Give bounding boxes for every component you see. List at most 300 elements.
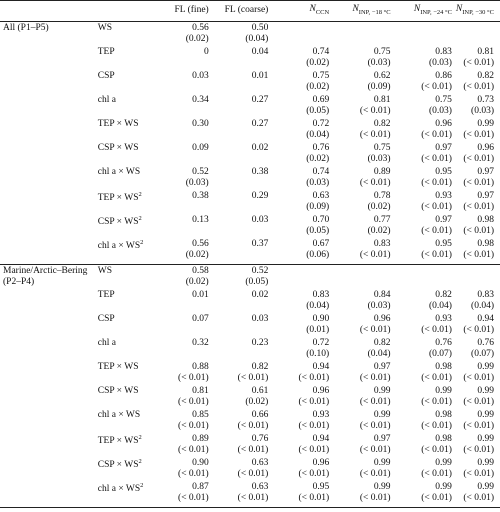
- table-row: [0, 387, 500, 411]
- cell-fl-fine: [154, 22, 213, 49]
- p-value: (0.07): [471, 349, 494, 359]
- correlation-value: 0.82: [251, 362, 269, 372]
- cell-fl-fine: [154, 291, 213, 315]
- correlation-value: 0.89: [192, 434, 209, 444]
- cell-fl-coarse: [214, 411, 274, 435]
- variable-name: TEP × WS: [97, 362, 139, 372]
- p-value: [154, 227, 208, 238]
- cell-n18: [333, 192, 394, 216]
- variable-name: TEP × WS: [97, 436, 139, 447]
- variable-cell: [98, 411, 155, 435]
- correlation-value: 0.82: [435, 290, 452, 300]
- p-value: (0.05): [306, 106, 330, 116]
- p-value: (0.02): [306, 58, 330, 68]
- cell-n24: [395, 483, 456, 508]
- correlation-value: 0.02: [251, 143, 269, 153]
- cell-fl-coarse: [214, 72, 274, 96]
- p-value: (0.03): [367, 301, 391, 311]
- variable-cell: [98, 483, 155, 508]
- cell-n30: [456, 315, 500, 339]
- p-value: (< 0.01): [298, 469, 330, 479]
- cell-fl-coarse: [214, 315, 274, 339]
- table-row: [0, 291, 500, 315]
- cell-n30: [456, 168, 500, 192]
- group-label-cell: [0, 72, 98, 96]
- cell-n24: [395, 72, 456, 96]
- variable-cell: [98, 96, 155, 120]
- header-nccn: [273, 1, 333, 22]
- p-value: (0.02): [185, 34, 209, 44]
- p-value: (0.09): [306, 202, 330, 212]
- table-row: [0, 72, 500, 96]
- variable-exponent: 2: [138, 458, 142, 465]
- correlation-value: 0.97: [477, 191, 494, 201]
- cell-n18: [333, 459, 394, 483]
- p-value: (< 0.01): [237, 445, 269, 455]
- cell-nccn: [273, 387, 333, 411]
- variable-cell: [98, 192, 155, 216]
- correlation-value: 0.32: [192, 338, 209, 348]
- variable-cell: [98, 72, 155, 96]
- variable-exponent: 2: [138, 434, 142, 441]
- p-value: [214, 83, 269, 94]
- correlation-value: 0.99: [373, 482, 391, 492]
- p-value: (< 0.01): [359, 421, 391, 431]
- variable-name: CSP × WS: [97, 217, 139, 228]
- p-value: [214, 155, 269, 166]
- correlation-value: 0.63: [251, 482, 269, 492]
- correlation-value: 0.74: [312, 47, 330, 57]
- correlation-value: 0.99: [477, 119, 494, 129]
- p-value: (0.03): [428, 106, 452, 116]
- variable-cell: [98, 265, 155, 292]
- cell-n24: [395, 192, 456, 216]
- p-value: (< 0.01): [359, 250, 391, 260]
- cell-fl-fine: [154, 387, 213, 411]
- cell-n18: [333, 411, 394, 435]
- correlation-value: 0: [203, 47, 209, 57]
- table-row: [0, 144, 500, 168]
- cell-n24: [395, 459, 456, 483]
- table-row: [0, 22, 500, 49]
- header-ninp-30: [456, 1, 500, 22]
- correlation-value: 0.75: [312, 71, 330, 81]
- header-group: [0, 1, 98, 22]
- p-value: (< 0.01): [298, 397, 330, 407]
- correlation-value: 0.04: [251, 47, 269, 57]
- cell-fl-coarse: [214, 240, 274, 265]
- cell-n30: [456, 435, 500, 459]
- group-label-cell: [0, 216, 98, 240]
- correlation-value: 0.82: [477, 71, 494, 81]
- correlation-value: 0.81: [192, 386, 209, 396]
- header-n24-sub: INP, −24 °C: [420, 9, 452, 17]
- cell-n24: [395, 265, 456, 292]
- p-value: (< 0.01): [421, 178, 452, 188]
- cell-n18: [333, 315, 394, 339]
- group-label-cell: [0, 120, 98, 144]
- correlation-value: [395, 24, 452, 35]
- p-value: (< 0.01): [178, 421, 209, 431]
- p-value: (< 0.01): [463, 226, 494, 236]
- p-value: (0.02): [185, 277, 209, 287]
- p-value: (< 0.01): [463, 202, 494, 212]
- correlation-value: 0.29: [251, 191, 269, 201]
- p-value: (< 0.01): [298, 493, 330, 503]
- correlation-value: 0.99: [477, 386, 494, 396]
- cell-fl-fine: [154, 144, 213, 168]
- cell-n24: [395, 120, 456, 144]
- cell-nccn: [273, 265, 333, 292]
- correlation-value: 0.98: [477, 239, 494, 249]
- correlation-value: 0.82: [373, 119, 391, 129]
- cell-nccn: [273, 96, 333, 120]
- group-label-cell: [0, 459, 98, 483]
- cell-n18: [333, 339, 394, 363]
- p-value: (0.07): [428, 349, 452, 359]
- cell-n18: [333, 291, 394, 315]
- p-value: (< 0.01): [237, 373, 269, 383]
- cell-nccn: [273, 459, 333, 483]
- cell-n30: [456, 483, 500, 508]
- correlation-value: 0.83: [373, 239, 391, 249]
- table-row: [0, 315, 500, 339]
- p-value: [214, 107, 269, 118]
- group-label-cell: [0, 387, 98, 411]
- cell-fl-fine: [154, 240, 213, 265]
- p-value: [154, 302, 208, 313]
- variable-name: TEP: [97, 290, 115, 300]
- correlation-value: 0.88: [192, 362, 209, 372]
- correlation-value: 0.13: [192, 215, 209, 225]
- p-value: [154, 107, 208, 118]
- p-value: (< 0.01): [359, 397, 391, 407]
- correlation-value: 0.34: [192, 95, 209, 105]
- variable-name: chl a: [97, 95, 116, 105]
- cell-n24: [395, 144, 456, 168]
- cell-fl-coarse: [214, 96, 274, 120]
- cell-fl-coarse: [214, 216, 274, 240]
- variable-name: CSP: [97, 71, 115, 81]
- cell-n18: [333, 72, 394, 96]
- p-value: (0.05): [306, 226, 330, 236]
- correlation-value: 0.52: [192, 167, 209, 177]
- p-value: [154, 203, 208, 214]
- table-row: [0, 120, 500, 144]
- header-n18-base: N: [352, 4, 359, 15]
- correlation-value: 0.72: [312, 119, 330, 129]
- p-value: [214, 59, 269, 70]
- cell-n24: [395, 339, 456, 363]
- cell-n18: [333, 483, 394, 508]
- variable-name: CSP: [97, 314, 115, 324]
- cell-n30: [456, 339, 500, 363]
- variable-cell: [98, 216, 155, 240]
- p-value: (0.02): [367, 226, 391, 236]
- p-value: (0.06): [306, 250, 330, 260]
- correlation-value: 0.96: [312, 386, 330, 396]
- cell-fl-coarse: [214, 192, 274, 216]
- correlation-value: 0.99: [477, 362, 494, 372]
- p-value: (0.10): [306, 349, 330, 359]
- table-row: [0, 168, 500, 192]
- p-value: [154, 350, 208, 361]
- group-label-cell: [0, 96, 98, 120]
- cell-n18: [333, 363, 394, 387]
- cell-n30: [456, 22, 500, 49]
- variable-cell: [98, 387, 155, 411]
- correlation-value: [333, 24, 390, 35]
- table-row: [0, 459, 500, 483]
- correlation-value: 0.77: [373, 215, 391, 225]
- correlation-value: 0.95: [312, 482, 330, 492]
- header-nccn-base: N: [309, 4, 316, 15]
- correlation-value: 0.94: [477, 314, 494, 324]
- correlation-value: 0.83: [312, 290, 330, 300]
- variable-exponent: 2: [138, 191, 142, 198]
- p-value: [333, 35, 390, 46]
- p-value: (0.03): [185, 178, 209, 188]
- correlation-value: [273, 24, 329, 35]
- cell-n24: [395, 96, 456, 120]
- group-label-cell: [0, 339, 98, 363]
- p-value: (< 0.01): [421, 250, 452, 260]
- p-value: (< 0.01): [359, 445, 391, 455]
- group-label-cell: [0, 22, 98, 49]
- correlation-value: 0.52: [251, 266, 269, 276]
- variable-name: CSP × WS: [97, 143, 139, 153]
- p-value: (< 0.01): [463, 178, 494, 188]
- p-value: [214, 179, 269, 190]
- p-value: (0.09): [367, 82, 391, 92]
- cell-n18: [333, 120, 394, 144]
- cell-n24: [395, 435, 456, 459]
- cell-fl-fine: [154, 120, 213, 144]
- correlation-value: 0.66: [251, 410, 269, 420]
- correlation-value: 0.81: [373, 95, 391, 105]
- variable-cell: [98, 240, 155, 265]
- cell-fl-fine: [154, 265, 213, 292]
- variable-name: chl a: [97, 338, 116, 348]
- p-value: [154, 83, 208, 94]
- correlation-value: 0.87: [192, 482, 209, 492]
- cell-n24: [395, 291, 456, 315]
- cell-fl-fine: [154, 459, 213, 483]
- correlation-value: 0.99: [477, 482, 494, 492]
- variable-name: chl a × WS: [97, 241, 141, 252]
- correlation-value: 0.99: [435, 458, 452, 468]
- variable-cell: [98, 22, 155, 49]
- header-ninp-18: [333, 1, 394, 22]
- variable-exponent: 2: [140, 482, 144, 489]
- p-value: [273, 278, 329, 289]
- variable-name: WS: [97, 266, 112, 276]
- cell-fl-coarse: [214, 120, 274, 144]
- p-value: (< 0.01): [463, 421, 494, 431]
- cell-nccn: [273, 315, 333, 339]
- p-value: [214, 251, 269, 262]
- cell-nccn: [273, 168, 333, 192]
- group-label-cell: [0, 168, 98, 192]
- variable-cell: [98, 144, 155, 168]
- correlation-value: 0.61: [251, 386, 269, 396]
- cell-n30: [456, 265, 500, 292]
- table-row: [0, 339, 500, 363]
- p-value: (0.02): [306, 82, 330, 92]
- correlation-value: 0.63: [251, 458, 269, 468]
- variable-cell: [98, 168, 155, 192]
- cell-fl-coarse: [214, 459, 274, 483]
- correlation-value: [456, 24, 494, 35]
- cell-n18: [333, 96, 394, 120]
- cell-n18: [333, 240, 394, 265]
- group-label-cell: [0, 291, 98, 315]
- p-value: [214, 131, 269, 142]
- p-value: (< 0.01): [421, 154, 452, 164]
- p-value: (< 0.01): [463, 130, 494, 140]
- correlation-value: 0.76: [477, 338, 494, 348]
- variable-cell: [98, 120, 155, 144]
- correlation-value: 0.67: [312, 239, 330, 249]
- correlation-value: 0.58: [192, 266, 209, 276]
- correlation-value: 0.96: [435, 119, 452, 129]
- correlation-value: 0.96: [312, 458, 330, 468]
- variable-cell: [98, 48, 155, 72]
- p-value: (< 0.01): [421, 82, 452, 92]
- correlation-value: 0.86: [435, 71, 452, 81]
- cell-fl-coarse: [214, 22, 274, 49]
- correlation-value: 0.90: [312, 314, 330, 324]
- correlation-value: 0.82: [373, 338, 391, 348]
- cell-nccn: [273, 411, 333, 435]
- cell-n18: [333, 265, 394, 292]
- correlation-value: 0.76: [251, 434, 269, 444]
- correlation-value: 0.97: [435, 215, 452, 225]
- variable-cell: [98, 435, 155, 459]
- cell-n18: [333, 48, 394, 72]
- correlation-value: 0.94: [312, 434, 330, 444]
- table-row: [0, 48, 500, 72]
- correlation-value: 0.95: [435, 167, 452, 177]
- cell-nccn: [273, 144, 333, 168]
- correlation-value: 0.69: [312, 95, 330, 105]
- correlation-value: 0.99: [373, 386, 391, 396]
- p-value: (< 0.01): [237, 421, 269, 431]
- p-value: [456, 278, 494, 289]
- p-value: (< 0.01): [421, 493, 452, 503]
- correlation-value: 0.98: [435, 362, 452, 372]
- correlation-value: 0.99: [477, 434, 494, 444]
- cell-n18: [333, 144, 394, 168]
- cell-n30: [456, 120, 500, 144]
- cell-nccn: [273, 240, 333, 265]
- cell-fl-fine: [154, 483, 213, 508]
- correlation-value: 0.93: [435, 191, 452, 201]
- correlation-value: 0.94: [312, 362, 330, 372]
- cell-n30: [456, 363, 500, 387]
- cell-fl-fine: [154, 435, 213, 459]
- p-value: (< 0.01): [463, 82, 494, 92]
- p-value: (< 0.01): [359, 178, 391, 188]
- p-value: (0.04): [428, 301, 452, 311]
- p-value: [273, 35, 329, 46]
- p-value: (0.02): [245, 397, 269, 407]
- variable-exponent: 2: [140, 239, 144, 246]
- p-value: (0.03): [367, 154, 391, 164]
- cell-n30: [456, 192, 500, 216]
- variable-cell: [98, 363, 155, 387]
- variable-cell: [98, 339, 155, 363]
- correlation-value: 0.89: [373, 167, 391, 177]
- p-value: (< 0.01): [359, 106, 391, 116]
- cell-n30: [456, 291, 500, 315]
- variable-name: TEP × WS: [97, 119, 139, 129]
- cell-fl-coarse: [214, 363, 274, 387]
- p-value: [154, 131, 208, 142]
- cell-fl-coarse: [214, 144, 274, 168]
- p-value: (< 0.01): [298, 421, 330, 431]
- table-row: [0, 240, 500, 265]
- table-row: [0, 435, 500, 459]
- p-value: (0.02): [185, 250, 209, 260]
- table-row: [0, 483, 500, 508]
- cell-fl-coarse: [214, 387, 274, 411]
- header-variable: [98, 1, 155, 22]
- variable-cell: [98, 459, 155, 483]
- p-value: (0.04): [306, 301, 330, 311]
- correlation-value: 0.70: [312, 215, 330, 225]
- variable-name: CSP × WS: [97, 386, 139, 396]
- correlation-value: 0.63: [312, 191, 330, 201]
- correlation-value: 0.99: [373, 458, 391, 468]
- correlation-value: 0.75: [435, 95, 452, 105]
- correlation-value: 0.09: [192, 143, 209, 153]
- table-row: [0, 265, 500, 292]
- cell-n18: [333, 168, 394, 192]
- correlation-value: 0.99: [373, 410, 391, 420]
- correlation-value: 0.85: [192, 410, 209, 420]
- p-value: (< 0.01): [463, 250, 494, 260]
- cell-fl-fine: [154, 168, 213, 192]
- p-value: (< 0.01): [463, 493, 494, 503]
- p-value: (< 0.01): [463, 154, 494, 164]
- p-value: (0.03): [471, 106, 494, 116]
- correlation-value: 0.93: [312, 410, 330, 420]
- cell-n30: [456, 216, 500, 240]
- p-value: (< 0.01): [178, 445, 209, 455]
- p-value: [214, 350, 269, 361]
- cell-nccn: [273, 363, 333, 387]
- cell-nccn: [273, 291, 333, 315]
- p-value: (< 0.01): [359, 325, 391, 335]
- header-fl-fine: FL (fine): [154, 1, 213, 22]
- correlation-value: 0.27: [251, 95, 269, 105]
- p-value: (0.02): [367, 202, 391, 212]
- variable-exponent: 2: [138, 215, 142, 222]
- p-value: (< 0.01): [421, 469, 452, 479]
- p-value: (< 0.01): [463, 325, 494, 335]
- p-value: (< 0.01): [421, 397, 452, 407]
- p-value: (0.04): [245, 34, 269, 44]
- p-value: [154, 155, 208, 166]
- table-row: [0, 363, 500, 387]
- cell-fl-coarse: [214, 265, 274, 292]
- variable-name: TEP: [97, 47, 115, 57]
- p-value: [154, 59, 208, 70]
- correlation-value: 0.78: [373, 191, 391, 201]
- correlation-value: 0.98: [435, 434, 452, 444]
- header-fl-coarse: FL (coarse): [214, 1, 274, 22]
